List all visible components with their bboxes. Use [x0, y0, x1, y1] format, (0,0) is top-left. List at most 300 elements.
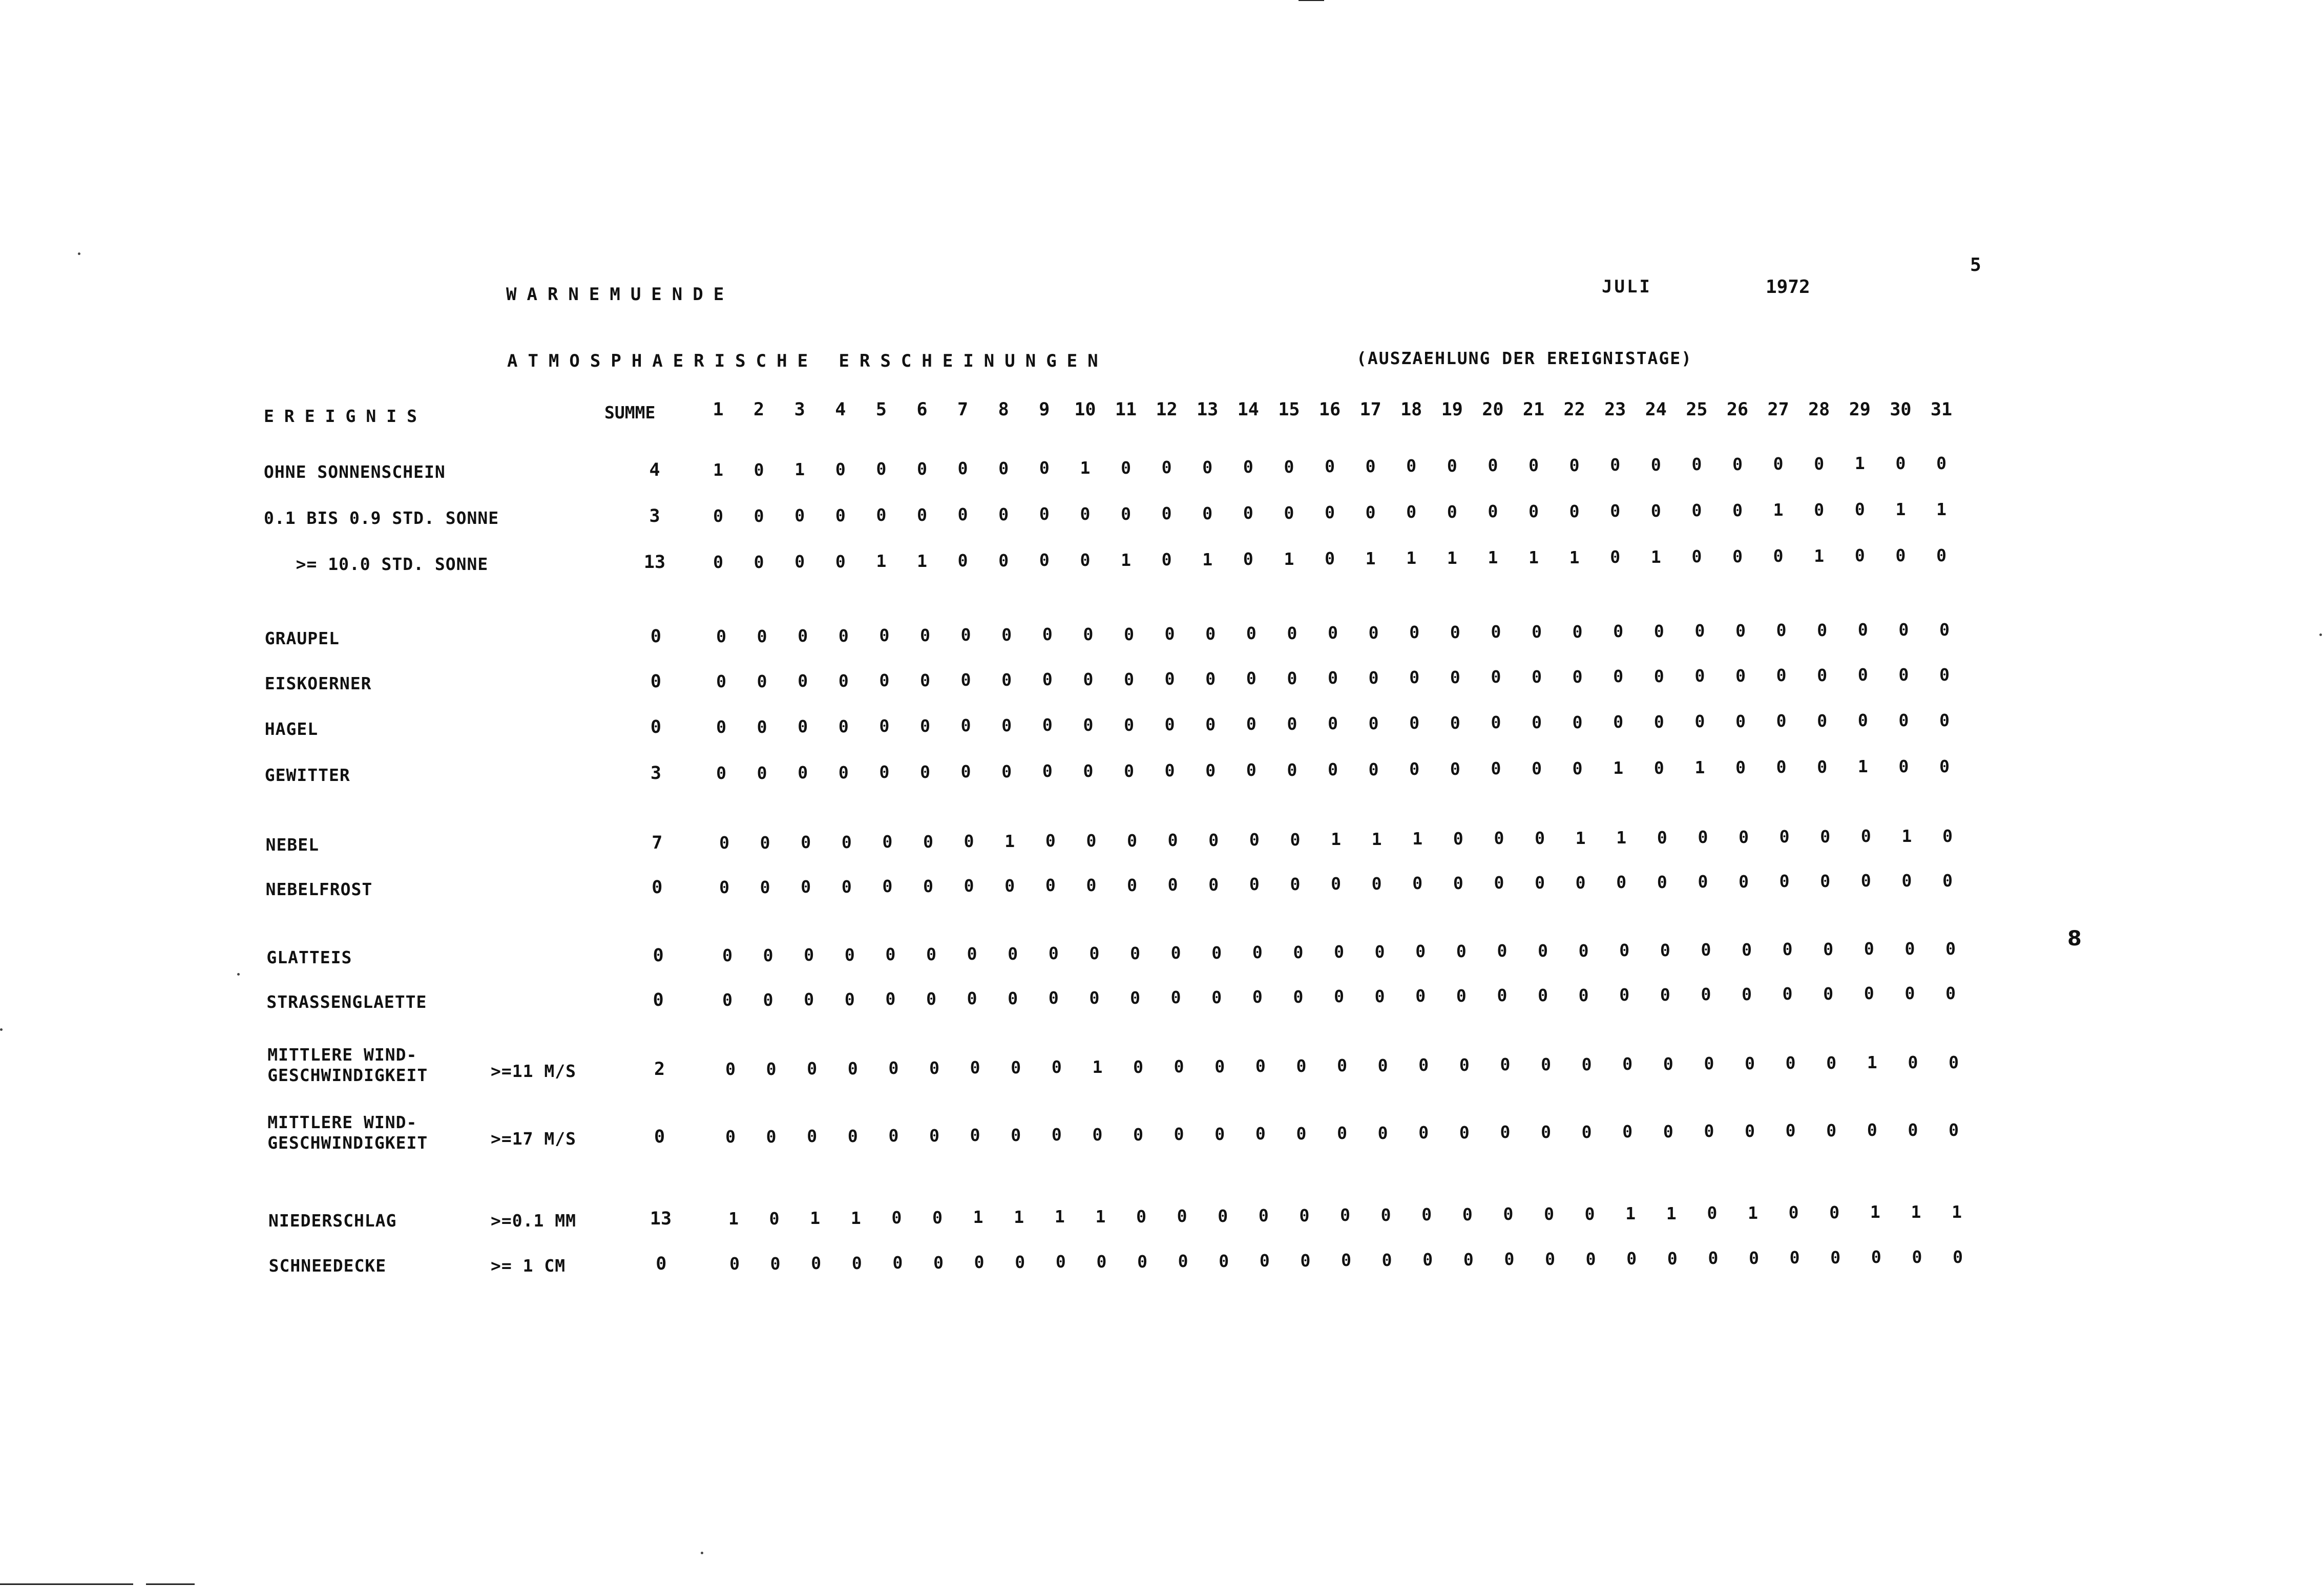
day-value-cell: 0 [1202, 503, 1213, 523]
day-value-cell: 1 [1613, 758, 1624, 778]
day-value-cell: 0 [1535, 873, 1545, 893]
day-header: 1 [713, 399, 724, 420]
day-value-cell: 0 [766, 1059, 777, 1079]
day-value-cell: 0 [1691, 500, 1702, 521]
event-threshold: >=11 M/S [491, 1061, 576, 1081]
day-value-cell: 0 [1864, 983, 1874, 1004]
day-value-cell: 0 [1532, 667, 1542, 687]
column-header-event: EREIGNIS [264, 406, 427, 426]
day-value-cell: 1 [1488, 547, 1498, 568]
day-value-cell: 0 [1788, 1202, 1799, 1223]
event-sum: 7 [652, 833, 663, 853]
day-value-cell: 1 [1004, 831, 1015, 851]
day-value-cell: 0 [1541, 1054, 1551, 1074]
day-value-cell: 0 [1739, 827, 1749, 847]
day-value-cell: 0 [1127, 875, 1137, 895]
day-value-cell: 0 [1616, 872, 1627, 893]
day-value-cell: 1 [1857, 756, 1868, 777]
day-value-cell: 0 [1823, 939, 1834, 959]
scan-edge-line [146, 1583, 195, 1585]
day-value-cell: 0 [1161, 457, 1172, 478]
day-header: 15 [1278, 399, 1300, 420]
day-value-cell: 0 [1544, 1204, 1554, 1224]
day-value-cell: 0 [1365, 456, 1376, 476]
day-value-cell: 0 [1409, 713, 1420, 733]
day-value-cell: 0 [1500, 1122, 1511, 1143]
day-value-cell: 0 [1650, 454, 1661, 475]
day-value-cell: 0 [1622, 1054, 1633, 1074]
day-value-cell: 0 [1494, 873, 1504, 893]
scan-speck [78, 252, 80, 255]
day-header: 30 [1890, 399, 1912, 420]
day-value-cell: 0 [1293, 986, 1304, 1007]
day-value-cell: 0 [1817, 620, 1828, 640]
day-value-cell: 0 [1456, 985, 1467, 1006]
day-value-cell: 0 [1895, 545, 1906, 565]
day-value-cell: 0 [1011, 1057, 1021, 1077]
event-label: NIEDERSCHLAG [268, 1211, 397, 1231]
day-value-cell: 0 [1581, 1122, 1592, 1142]
event-sum: 0 [653, 990, 664, 1010]
day-value-cell: 1 [1936, 499, 1946, 519]
day-value-cell: 1 [1331, 829, 1341, 850]
day-value-cell: 1 [1870, 1202, 1880, 1222]
day-value-cell: 0 [719, 877, 729, 897]
day-value-cell: 0 [1529, 501, 1539, 521]
day-value-cell: 0 [844, 989, 855, 1009]
day-value-cell: 0 [1374, 941, 1385, 962]
day-value-cell: 1 [1447, 547, 1457, 568]
day-value-cell: 0 [1739, 871, 1749, 892]
day-value-cell: 0 [1657, 827, 1667, 848]
day-value-cell: 0 [838, 625, 849, 646]
day-value-cell: 1 [1365, 548, 1376, 568]
day-value-cell: 0 [1121, 457, 1131, 478]
day-value-cell: 1 [1202, 549, 1213, 569]
day-value-cell: 0 [1252, 987, 1263, 1007]
day-value-cell: 0 [1572, 621, 1583, 642]
day-value-cell: 0 [1121, 503, 1131, 524]
day-value-cell: 1 [1014, 1207, 1024, 1227]
day-value-cell: 0 [1532, 758, 1542, 778]
day-value-cell: 0 [1042, 669, 1053, 690]
day-value-cell: 0 [1137, 1251, 1147, 1272]
day-value-cell: 0 [892, 1253, 903, 1273]
day-header: 18 [1400, 399, 1422, 420]
day-value-cell: 0 [1694, 666, 1705, 686]
day-value-cell: 0 [1782, 984, 1793, 1004]
day-value-cell: 0 [1653, 666, 1664, 686]
day-value-cell: 0 [1660, 984, 1670, 1005]
day-value-cell: 0 [1667, 1248, 1678, 1268]
day-value-cell: 0 [1785, 1120, 1796, 1141]
day-value-cell: 0 [1048, 943, 1059, 964]
day-value-cell: 0 [1708, 1248, 1719, 1268]
event-sum: 13 [650, 1209, 672, 1229]
event-label: NEBEL [265, 835, 319, 855]
event-sum: 0 [650, 671, 661, 692]
day-header: 27 [1767, 399, 1789, 420]
day-value-cell: 0 [1538, 941, 1548, 961]
day-value-cell: 0 [1218, 1206, 1228, 1226]
day-value-cell: 0 [1545, 1249, 1555, 1269]
day-value-cell: 0 [1211, 987, 1222, 1007]
day-value-cell: 0 [1001, 669, 1012, 690]
day-value-cell: 1 [1694, 757, 1705, 778]
day-value-cell: 0 [1174, 1124, 1184, 1145]
day-header: 6 [916, 399, 928, 420]
day-value-cell: 0 [1701, 940, 1711, 960]
day-value-cell: 0 [1215, 1056, 1225, 1076]
day-value-cell: 0 [1086, 875, 1097, 895]
day-value-cell: 0 [716, 763, 726, 783]
day-value-cell: 0 [763, 945, 773, 965]
day-value-cell: 0 [1325, 502, 1335, 523]
day-value-cell: 0 [876, 459, 887, 479]
report-year: 1972 [1766, 277, 1810, 298]
day-value-cell: 0 [1871, 1247, 1881, 1267]
day-value-cell: 0 [1080, 549, 1091, 570]
day-value-cell: 0 [1569, 455, 1580, 475]
day-header: 22 [1563, 399, 1585, 420]
day-value-cell: 0 [1255, 1056, 1266, 1076]
day-value-cell: 0 [1488, 455, 1498, 476]
day-value-cell: 0 [1867, 1120, 1877, 1140]
day-value-cell: 1 [1895, 499, 1906, 519]
day-value-cell: 0 [1287, 759, 1297, 780]
day-header: 3 [794, 399, 805, 420]
day-value-cell: 0 [1704, 1053, 1714, 1074]
day-header: 17 [1359, 399, 1381, 420]
day-value-cell: 0 [798, 763, 808, 783]
day-value-cell: 0 [1572, 712, 1583, 732]
day-value-cell: 0 [1735, 711, 1746, 731]
day-value-cell: 0 [1377, 1123, 1388, 1143]
day-value-cell: 0 [1898, 664, 1909, 685]
day-value-cell: 0 [760, 877, 770, 897]
day-value-cell: 0 [1246, 714, 1257, 734]
event-sum: 0 [656, 1254, 667, 1274]
day-value-cell: 0 [1015, 1252, 1025, 1272]
day-value-cell: 0 [1136, 1206, 1146, 1226]
day-header: 5 [875, 399, 887, 420]
day-value-cell: 0 [1785, 1053, 1796, 1073]
day-value-cell: 0 [1418, 1123, 1429, 1143]
day-value-cell: 0 [1732, 454, 1743, 474]
day-value-cell: 0 [1051, 1057, 1062, 1077]
day-value-cell: 0 [807, 1059, 818, 1079]
day-value-cell: 0 [1208, 830, 1219, 850]
day-value-cell: 0 [1820, 826, 1831, 847]
day-value-cell: 0 [1701, 984, 1711, 1005]
day-value-cell: 0 [1415, 941, 1426, 962]
day-header: 2 [753, 399, 765, 420]
day-value-cell: 0 [1133, 1056, 1143, 1077]
day-value-cell: 0 [1854, 499, 1865, 520]
day-value-cell: 0 [1124, 714, 1134, 735]
day-value-cell: 0 [798, 626, 808, 646]
day-header: 28 [1808, 399, 1830, 420]
day-value-cell: 0 [933, 1252, 944, 1273]
event-threshold: >=0.1 MM [491, 1211, 576, 1231]
day-header: 24 [1645, 399, 1667, 420]
day-value-cell: 0 [1578, 985, 1589, 1005]
day-value-cell: 0 [891, 1208, 902, 1228]
day-value-cell: 0 [1585, 1249, 1596, 1269]
day-value-cell: 0 [1491, 758, 1501, 779]
day-value-cell: 0 [1205, 668, 1216, 689]
scan-edge-line [1299, 0, 1324, 1]
day-value-cell: 0 [1406, 502, 1417, 522]
day-value-cell: 0 [1619, 940, 1630, 961]
day-value-cell: 0 [923, 876, 933, 896]
day-value-cell: 0 [1243, 457, 1253, 477]
day-value-cell: 0 [794, 505, 805, 526]
day-value-cell: 0 [847, 1126, 858, 1146]
event-sum: 0 [652, 877, 663, 898]
day-value-cell: 0 [1860, 871, 1871, 891]
day-value-cell: 0 [1488, 501, 1498, 522]
day-value-cell: 0 [960, 670, 971, 690]
day-value-cell: 1 [1406, 548, 1417, 568]
day-value-cell: 0 [1039, 550, 1050, 570]
event-sum: 0 [650, 626, 661, 647]
day-value-cell: 0 [1205, 714, 1216, 734]
day-value-cell: 0 [970, 1058, 980, 1078]
day-value-cell: 0 [1650, 500, 1661, 521]
day-header: 23 [1604, 399, 1626, 420]
day-value-cell: 0 [1817, 756, 1828, 777]
margin-mark: 8 [2067, 927, 2082, 950]
day-value-cell: 0 [1334, 942, 1344, 962]
day-value-cell: 0 [1653, 757, 1664, 778]
day-value-cell: 0 [835, 551, 846, 572]
day-value-cell: 1 [1121, 549, 1131, 570]
day-value-cell: 0 [835, 505, 846, 525]
day-value-cell: 0 [1337, 1123, 1347, 1144]
day-value-cell: 0 [926, 944, 936, 964]
event-sum: 2 [654, 1059, 665, 1080]
day-value-cell: 0 [1949, 1119, 1959, 1140]
day-value-cell: 0 [1857, 620, 1868, 640]
day-value-cell: 0 [960, 762, 971, 782]
day-value-cell: 1 [1284, 548, 1294, 569]
day-value-cell: 0 [1732, 500, 1743, 520]
day-value-cell: 0 [1663, 1053, 1673, 1074]
day-value-cell: 0 [1742, 984, 1752, 1004]
day-value-cell: 0 [998, 504, 1009, 524]
day-value-cell: 0 [923, 831, 933, 852]
day-value-cell: 0 [1613, 666, 1624, 687]
day-value-cell: 0 [998, 458, 1009, 478]
day-value-cell: 0 [1826, 1120, 1837, 1140]
day-value-cell: 0 [917, 458, 927, 479]
day-value-cell: 0 [929, 1125, 939, 1146]
day-value-cell: 0 [1776, 665, 1787, 686]
day-value-cell: 0 [1368, 713, 1379, 733]
event-label: STRASSENGLAETTE [266, 992, 427, 1012]
event-label: MITTLERE WIND- GESCHWINDIGKEIT [267, 1045, 428, 1085]
day-value-cell: 0 [1953, 1246, 1963, 1267]
day-value-cell: 0 [1497, 941, 1508, 961]
day-value-cell: 0 [1296, 1123, 1307, 1144]
event-sum: 0 [653, 945, 664, 966]
day-value-cell: 0 [1773, 454, 1784, 474]
day-value-cell: 0 [1089, 943, 1100, 963]
event-sum: 3 [649, 506, 660, 526]
day-value-cell: 0 [1246, 623, 1257, 644]
day-value-cell: 0 [1202, 457, 1213, 477]
day-value-cell: 0 [1055, 1252, 1066, 1272]
day-value-cell: 0 [1789, 1247, 1800, 1268]
day-header: 9 [1039, 399, 1050, 420]
day-value-cell: 0 [1939, 664, 1950, 685]
day-value-cell: 0 [1008, 988, 1018, 1008]
day-value-cell: 0 [1374, 986, 1385, 1006]
day-value-cell: 0 [1447, 455, 1457, 476]
day-value-cell: 0 [888, 1058, 899, 1079]
day-value-cell: 0 [1653, 621, 1664, 641]
day-value-cell: 0 [1535, 828, 1545, 848]
day-value-cell: 0 [841, 832, 852, 852]
day-value-cell: 0 [835, 459, 846, 479]
day-value-cell: 0 [1698, 827, 1708, 848]
day-value-cell: 0 [713, 552, 723, 572]
day-value-cell: 0 [801, 832, 811, 853]
day-value-cell: 0 [1939, 710, 1950, 730]
day-value-cell: 1 [1748, 1202, 1758, 1223]
day-value-cell: 0 [804, 945, 814, 965]
day-value-cell: 0 [1663, 1121, 1673, 1141]
day-value-cell: 0 [1337, 1055, 1347, 1076]
day-value-cell: 0 [1368, 667, 1379, 688]
event-label: NEBELFROST [265, 879, 373, 899]
day-value-cell: 0 [1735, 620, 1746, 641]
day-value-cell: 0 [1908, 1119, 1918, 1140]
day-value-cell: 0 [1782, 939, 1793, 960]
day-value-cell: 0 [1048, 988, 1059, 1008]
day-value-cell: 0 [811, 1253, 822, 1274]
day-value-cell: 0 [1258, 1206, 1269, 1226]
day-value-cell: 0 [1939, 619, 1950, 640]
day-value-cell: 0 [1287, 668, 1297, 688]
day-value-cell: 0 [1331, 874, 1341, 894]
day-value-cell: 0 [1008, 943, 1018, 964]
day-value-cell: 0 [1381, 1250, 1392, 1270]
day-value-cell: 0 [974, 1252, 985, 1273]
day-header: 7 [957, 399, 969, 420]
day-value-cell: 0 [807, 1126, 818, 1147]
day-value-cell: 0 [929, 1058, 939, 1078]
day-value-cell: 0 [769, 1208, 780, 1229]
day-value-cell: 0 [885, 989, 896, 1009]
day-value-cell: 1 [1092, 1056, 1103, 1077]
day-value-cell: 0 [1456, 941, 1467, 961]
day-value-cell: 0 [1814, 499, 1825, 520]
day-value-cell: 0 [1578, 940, 1589, 961]
day-value-cell: 0 [838, 670, 849, 691]
day-value-cell: 0 [920, 625, 930, 645]
day-value-cell: 0 [1293, 942, 1304, 962]
day-value-cell: 0 [1328, 713, 1338, 734]
day-value-cell: 0 [1453, 873, 1463, 893]
day-value-cell: 0 [1174, 1056, 1184, 1077]
day-value-cell: 0 [1503, 1204, 1514, 1224]
day-value-cell: 0 [722, 990, 732, 1010]
day-value-cell: 0 [1532, 712, 1542, 732]
day-value-cell: 0 [801, 877, 811, 897]
day-value-cell: 0 [1415, 986, 1426, 1006]
day-value-cell: 0 [1581, 1054, 1592, 1074]
day-value-cell: 0 [1491, 667, 1501, 687]
day-value-cell: 0 [1039, 458, 1050, 478]
day-value-cell: 0 [719, 833, 729, 853]
day-value-cell: 1 [1412, 829, 1423, 849]
day-value-cell: 0 [1083, 714, 1094, 735]
day-value-cell: 0 [1290, 874, 1301, 894]
event-label: GLATTEIS [266, 947, 352, 967]
event-label: SCHNEEDECKE [268, 1256, 387, 1276]
day-value-cell: 0 [1252, 942, 1263, 963]
day-value-cell: 0 [1776, 620, 1787, 641]
day-value-cell: 0 [1177, 1206, 1187, 1226]
day-value-cell: 0 [1092, 1124, 1103, 1145]
day-value-cell: 0 [1949, 1052, 1959, 1072]
day-value-cell: 0 [1083, 760, 1094, 781]
day-value-cell: 0 [1626, 1249, 1637, 1269]
day-value-cell: 0 [1691, 454, 1702, 475]
day-header: 4 [835, 399, 846, 420]
day-value-cell: 0 [1042, 761, 1053, 781]
day-value-cell: 0 [1421, 1204, 1432, 1225]
day-value-cell: 0 [1299, 1205, 1310, 1225]
day-value-cell: 0 [1004, 875, 1015, 896]
event-label: >= 10.0 STD. SONNE [264, 554, 489, 574]
day-value-cell: 0 [1409, 759, 1420, 779]
day-value-cell: 0 [1328, 759, 1338, 780]
day-value-cell: 0 [753, 459, 764, 480]
day-value-cell: 0 [1823, 983, 1834, 1004]
day-value-cell: 1 [1814, 545, 1825, 566]
day-value-cell: 0 [1246, 668, 1257, 689]
day-value-cell: 0 [879, 716, 890, 736]
day-value-cell: 0 [1450, 622, 1460, 642]
day-value-cell: 0 [1328, 623, 1338, 643]
day-value-cell: 0 [1380, 1204, 1391, 1225]
day-value-cell: 0 [1127, 830, 1137, 851]
day-value-cell: 0 [757, 671, 767, 691]
day-value-cell: 0 [725, 1059, 736, 1079]
day-value-cell: 0 [1001, 715, 1012, 735]
day-value-cell: 1 [1569, 547, 1580, 567]
day-value-cell: 0 [725, 1127, 736, 1147]
day-value-cell: 0 [1418, 1055, 1429, 1075]
day-value-cell: 1 [1901, 826, 1912, 846]
day-value-cell: 0 [716, 671, 726, 691]
day-value-cell: 0 [1045, 875, 1056, 896]
day-value-cell: 0 [917, 504, 927, 525]
day-value-cell: 0 [1001, 761, 1012, 781]
day-value-cell: 0 [1341, 1250, 1351, 1271]
day-value-cell: 0 [1901, 870, 1912, 891]
day-value-cell: 0 [1124, 624, 1134, 644]
day-header: 25 [1686, 399, 1708, 420]
day-value-cell: 0 [1406, 456, 1417, 476]
day-value-cell: 0 [1290, 829, 1301, 850]
day-value-cell: 1 [1095, 1206, 1106, 1226]
day-value-cell: 0 [1776, 711, 1787, 731]
day-value-cell: 0 [1653, 711, 1664, 732]
